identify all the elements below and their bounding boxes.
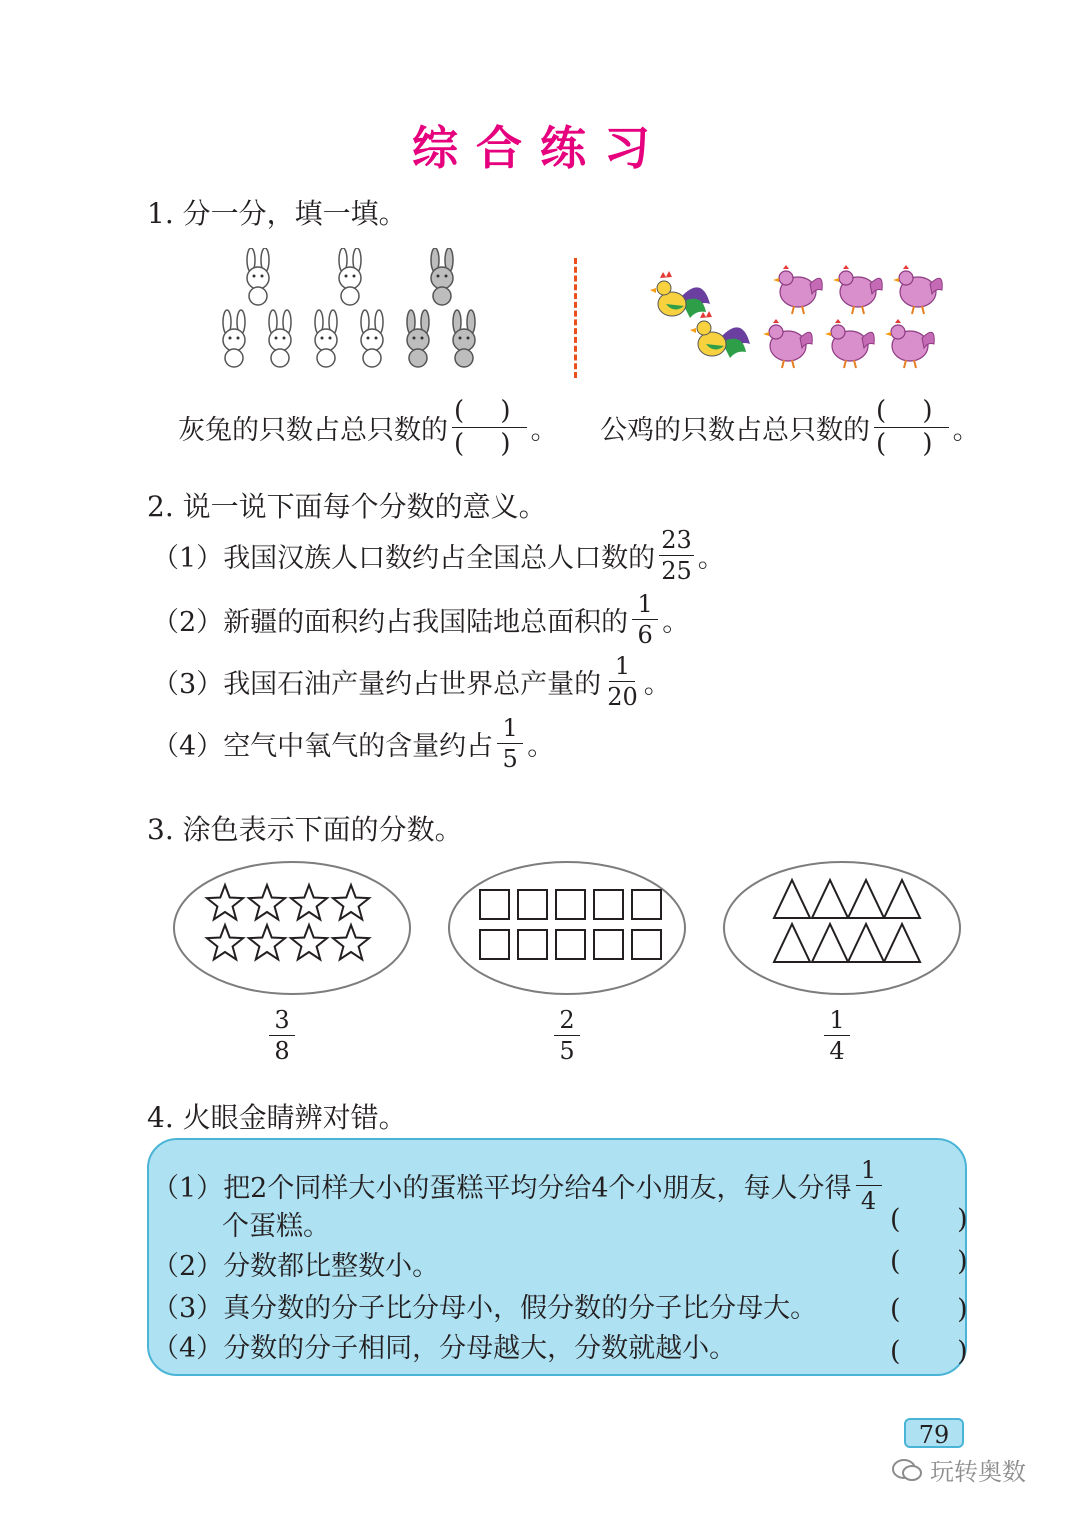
q2-item-4 bbox=[152, 716, 554, 771]
denominator: 25 bbox=[661, 557, 692, 585]
item-label: （2） bbox=[152, 1251, 224, 1282]
chickens-illustration bbox=[640, 258, 960, 378]
stars-oval bbox=[174, 862, 410, 994]
item-text: 分数都比整数小。 bbox=[223, 1251, 440, 1282]
item-text: 真分数的分子比分母小，假分数的分子比分母大。 bbox=[223, 1293, 818, 1324]
numerator: 1 bbox=[824, 1008, 850, 1036]
item-text: 我国石油产量约占世界总产量的 bbox=[223, 669, 602, 700]
hen bbox=[773, 265, 822, 314]
q4-heading: 4. 火眼金睛辨对错。 bbox=[147, 1101, 407, 1134]
item-label: （3） bbox=[152, 1293, 224, 1324]
square-shape[interactable] bbox=[518, 890, 547, 919]
blank-numerator[interactable]: ( ) bbox=[454, 396, 525, 426]
rooster bbox=[690, 311, 750, 358]
q4-item-2 bbox=[152, 1244, 439, 1283]
square-shape[interactable] bbox=[518, 930, 547, 959]
q3-heading: 3. 涂色表示下面的分数。 bbox=[147, 813, 463, 846]
q2-item-2 bbox=[152, 592, 689, 647]
item-label: （4） bbox=[152, 731, 224, 762]
hen bbox=[763, 319, 812, 368]
square-shape[interactable] bbox=[480, 890, 509, 919]
q3-fraction-3 bbox=[820, 1008, 854, 1063]
q1-left-text: 灰兔的只数占总只数的 bbox=[178, 415, 448, 446]
square-shape[interactable] bbox=[632, 890, 661, 919]
item-text: 空气中氧气的含量约占 bbox=[223, 731, 494, 762]
rabbit bbox=[407, 310, 429, 367]
hen bbox=[893, 265, 942, 314]
q1-right-blank-fraction[interactable] bbox=[874, 398, 949, 457]
q1-left-end: 。 bbox=[530, 415, 558, 446]
square-shape[interactable] bbox=[556, 890, 585, 919]
answer-blank-3[interactable]: ( ) bbox=[890, 1294, 992, 1325]
page-number: 79 bbox=[904, 1418, 964, 1448]
answer-blank-2[interactable]: ( ) bbox=[890, 1246, 992, 1277]
q1-right-end: 。 bbox=[952, 415, 980, 446]
item-end: 。 bbox=[643, 669, 671, 700]
denominator: 8 bbox=[274, 1037, 290, 1065]
rooster bbox=[650, 271, 710, 318]
denominator: 4 bbox=[829, 1037, 845, 1065]
item-text: 把2个同样大小的蛋糕平均分给4个小朋友，每人分得 bbox=[223, 1173, 852, 1204]
item-end: 。 bbox=[662, 607, 690, 638]
hen bbox=[833, 265, 882, 314]
blank-denominator[interactable]: ( ) bbox=[454, 429, 525, 459]
blank-numerator[interactable]: ( ) bbox=[876, 396, 947, 426]
fraction bbox=[856, 1158, 882, 1213]
q1-heading: 1. 分一分，填一填。 bbox=[147, 197, 407, 230]
rabbit bbox=[361, 310, 383, 367]
numerator: 3 bbox=[269, 1008, 295, 1036]
denominator: 5 bbox=[559, 1037, 575, 1065]
hen bbox=[825, 319, 874, 368]
item-text: 分数的分子相同，分母越大，分数就越小。 bbox=[223, 1333, 737, 1364]
watermark-text: 玩转奥数 bbox=[930, 1458, 1026, 1486]
rabbits-illustration bbox=[200, 248, 500, 378]
q1-right-text: 公鸡的只数占总只数的 bbox=[600, 415, 870, 446]
item-label: （1） bbox=[152, 543, 224, 574]
numerator: 1 bbox=[632, 592, 658, 620]
numerator: 1 bbox=[497, 716, 523, 744]
shapes-area bbox=[0, 860, 1080, 1000]
page-title: 综合练习 bbox=[412, 121, 668, 175]
item-label: （1） bbox=[152, 1173, 224, 1204]
rabbit bbox=[223, 310, 245, 367]
answer-blank-4[interactable]: ( ) bbox=[890, 1336, 992, 1367]
item-text: 新疆的面积约占我国陆地总面积的 bbox=[223, 607, 629, 638]
rabbit bbox=[339, 248, 361, 305]
q2-heading: 2. 说一说下面每个分数的意义。 bbox=[147, 490, 547, 523]
blank-denominator[interactable]: ( ) bbox=[876, 429, 947, 459]
item-end: 。 bbox=[697, 543, 725, 574]
square-shape[interactable] bbox=[594, 890, 623, 919]
fraction bbox=[497, 716, 523, 771]
rabbit bbox=[247, 248, 269, 305]
numerator: 1 bbox=[609, 654, 635, 682]
denominator: 5 bbox=[502, 745, 518, 773]
q2-item-1 bbox=[152, 528, 725, 583]
rabbit bbox=[315, 310, 337, 367]
squares-oval bbox=[449, 862, 685, 994]
square-shape[interactable] bbox=[632, 930, 661, 959]
numerator: 2 bbox=[554, 1008, 580, 1036]
hen bbox=[885, 319, 934, 368]
numerator: 23 bbox=[661, 526, 692, 554]
rabbit bbox=[269, 310, 291, 367]
q2-item-3 bbox=[152, 654, 671, 709]
denominator: 6 bbox=[637, 621, 653, 649]
item-label: （4） bbox=[152, 1333, 224, 1364]
q1-left-blank-fraction[interactable] bbox=[452, 398, 527, 457]
section-divider bbox=[574, 258, 577, 378]
denominator: 4 bbox=[860, 1187, 877, 1215]
q1-right-line bbox=[600, 398, 980, 457]
q4-item-1-cont: 个蛋糕。 bbox=[222, 1211, 330, 1242]
square-shape[interactable] bbox=[556, 930, 585, 959]
item-label: （2） bbox=[152, 607, 224, 638]
denominator: 20 bbox=[607, 683, 638, 711]
numerator: 1 bbox=[856, 1158, 882, 1186]
rabbit bbox=[453, 310, 475, 367]
wechat-icon bbox=[892, 1457, 922, 1483]
q3-fraction-2 bbox=[550, 1008, 584, 1063]
item-text: 我国汉族人口数约占全国总人口数的 bbox=[223, 543, 656, 574]
fraction bbox=[632, 592, 658, 647]
square-shape[interactable] bbox=[594, 930, 623, 959]
q1-left-line bbox=[178, 398, 558, 457]
item-label: （3） bbox=[152, 669, 224, 700]
q3-fraction-1 bbox=[265, 1008, 299, 1063]
fraction bbox=[605, 654, 640, 709]
square-shape[interactable] bbox=[480, 930, 509, 959]
rabbit bbox=[431, 248, 453, 305]
q4-item-4 bbox=[152, 1326, 736, 1365]
watermark bbox=[892, 1452, 1026, 1487]
fraction bbox=[659, 528, 694, 583]
triangles-oval bbox=[724, 862, 960, 994]
answer-blank-1[interactable]: ( ) bbox=[890, 1204, 992, 1235]
q4-item-3 bbox=[152, 1286, 817, 1325]
item-end: 。 bbox=[527, 731, 555, 762]
